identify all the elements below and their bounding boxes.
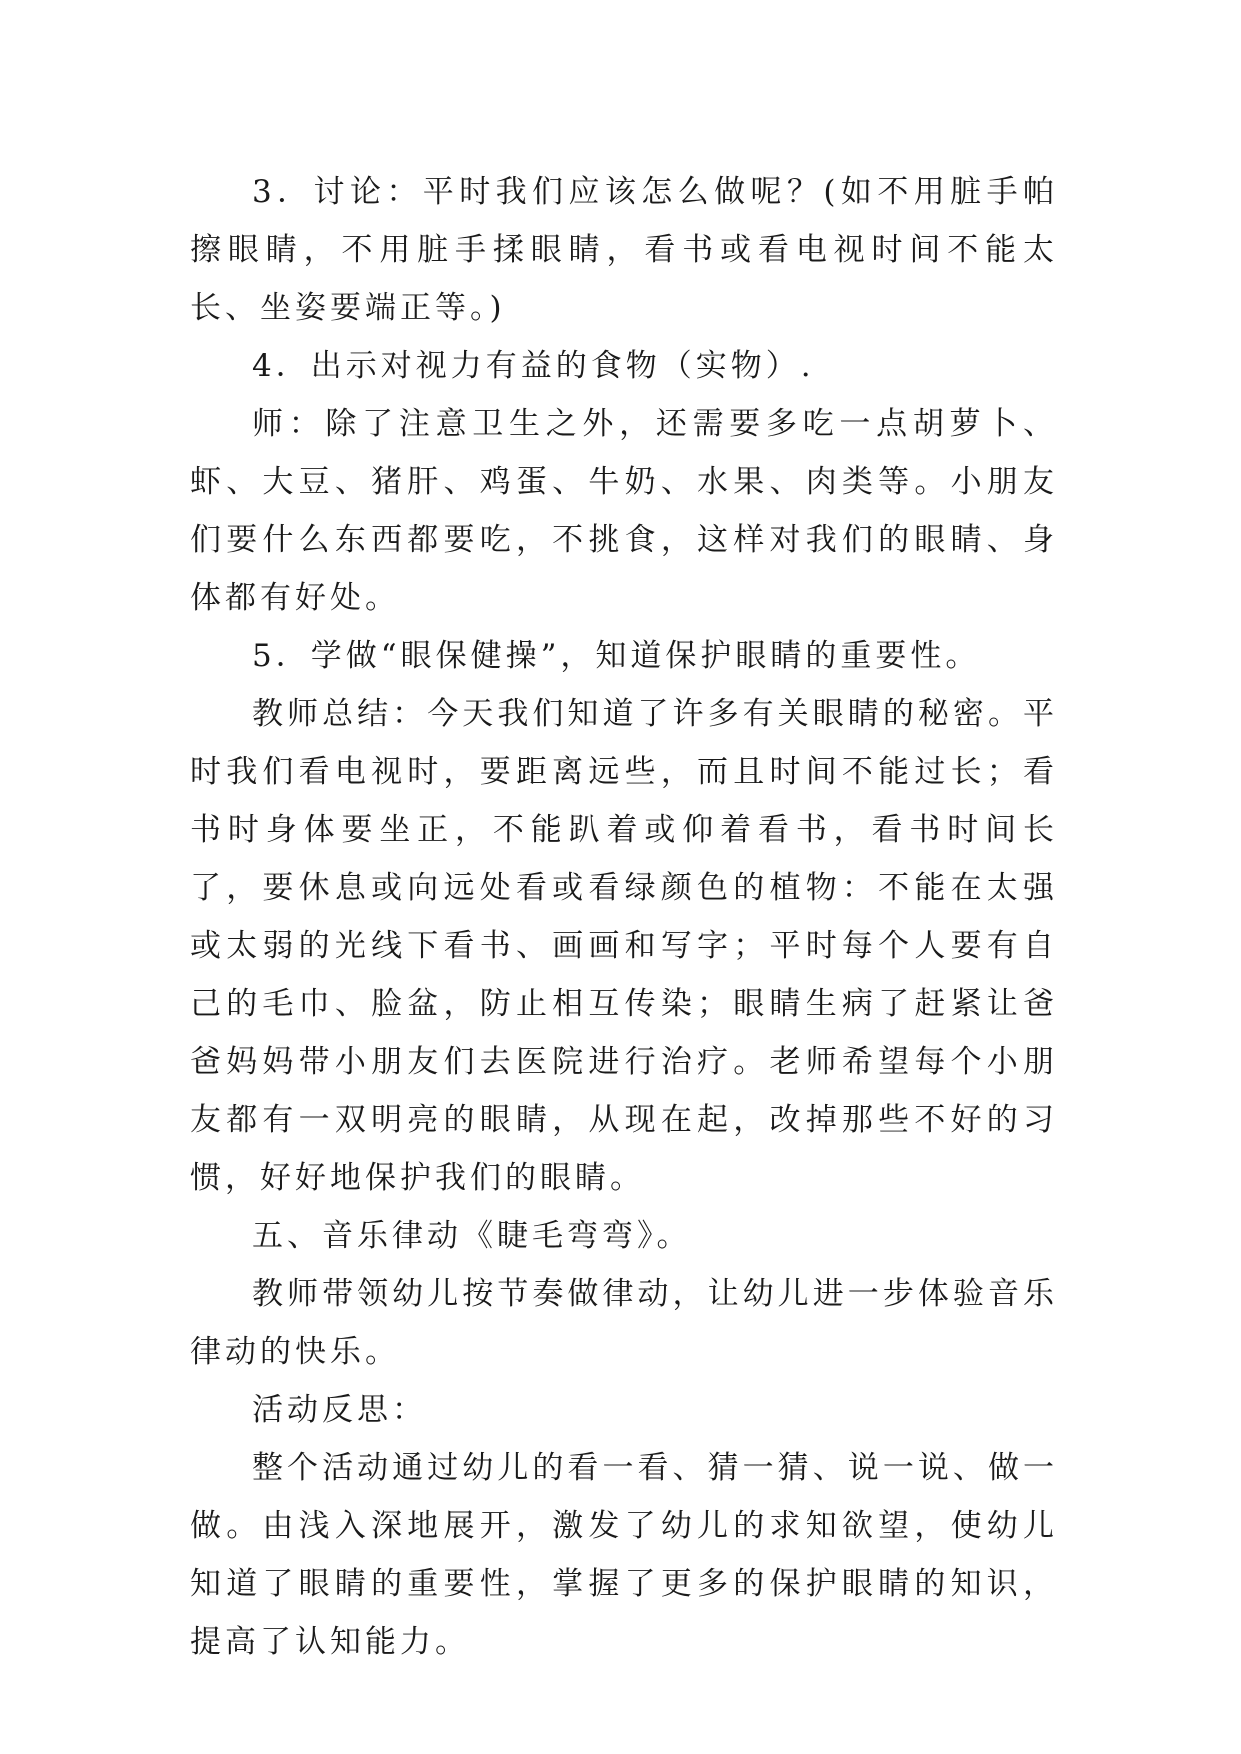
paragraph-teacher-food: 师：除了注意卫生之外，还需要多吃一点胡萝卜、虾、大豆、猪肝、鸡蛋、牛奶、水果、肉类等。小朋友们要什么东西都要吃，不挑食，这样对我们的眼睛、身体都有好处。 [190,406,1058,616]
paragraph-teacher-summary: 教师总结：今天我们知道了许多有关眼睛的秘密。平时我们看电视时，要距离远些，而且时间不能过长；看书时身体要坐正，不能趴着或仰着看书，看书时间长了，要休息或向远处看或看绿颜色的植物：不能在太强或太弱的光线下看书、画画和写字；平时每个人要有自己的毛巾、脸盆，防止相互传染；眼睛生病了赶紧让爸爸妈妈带小朋友们去医院进行治疗。老师希望每个小朋友都有一双明亮的眼睛，从现在起，改掉那些不好的习惯，好好地保护我们的眼睛。 [190,696,1058,1196]
paragraph-reflection: 整个活动通过幼儿的看一看、猜一猜、说一说、做一做。由浅入深地展开，激发了幼儿的求知欲望，使幼儿知道了眼睛的重要性，掌握了更多的保护眼睛的知识，提高了认知能力。 [190,1450,1058,1660]
paragraph-show-food: 4．出示对视力有益的食物（实物）. [252,348,815,384]
paragraph-music-activity: 教师带领幼儿按节奏做律动，让幼儿进一步体验音乐律动的快乐。 [190,1276,1058,1370]
paragraph-music-heading: 五、音乐律动《睫毛弯弯》。 [252,1218,692,1254]
paragraph-discussion: 3．讨论：平时我们应该怎么做呢？(如不用脏手帕擦眼睛，不用脏手揉眼睛，看书或看电视时间不能太长、坐姿要端正等。) [190,174,1058,326]
paragraph-eye-exercise: 5．学做“眼保健操”，知道保护眼睛的重要性。 [252,638,981,674]
paragraph-reflection-heading: 活动反思： [252,1392,427,1428]
document-body [190,163,1058,1671]
